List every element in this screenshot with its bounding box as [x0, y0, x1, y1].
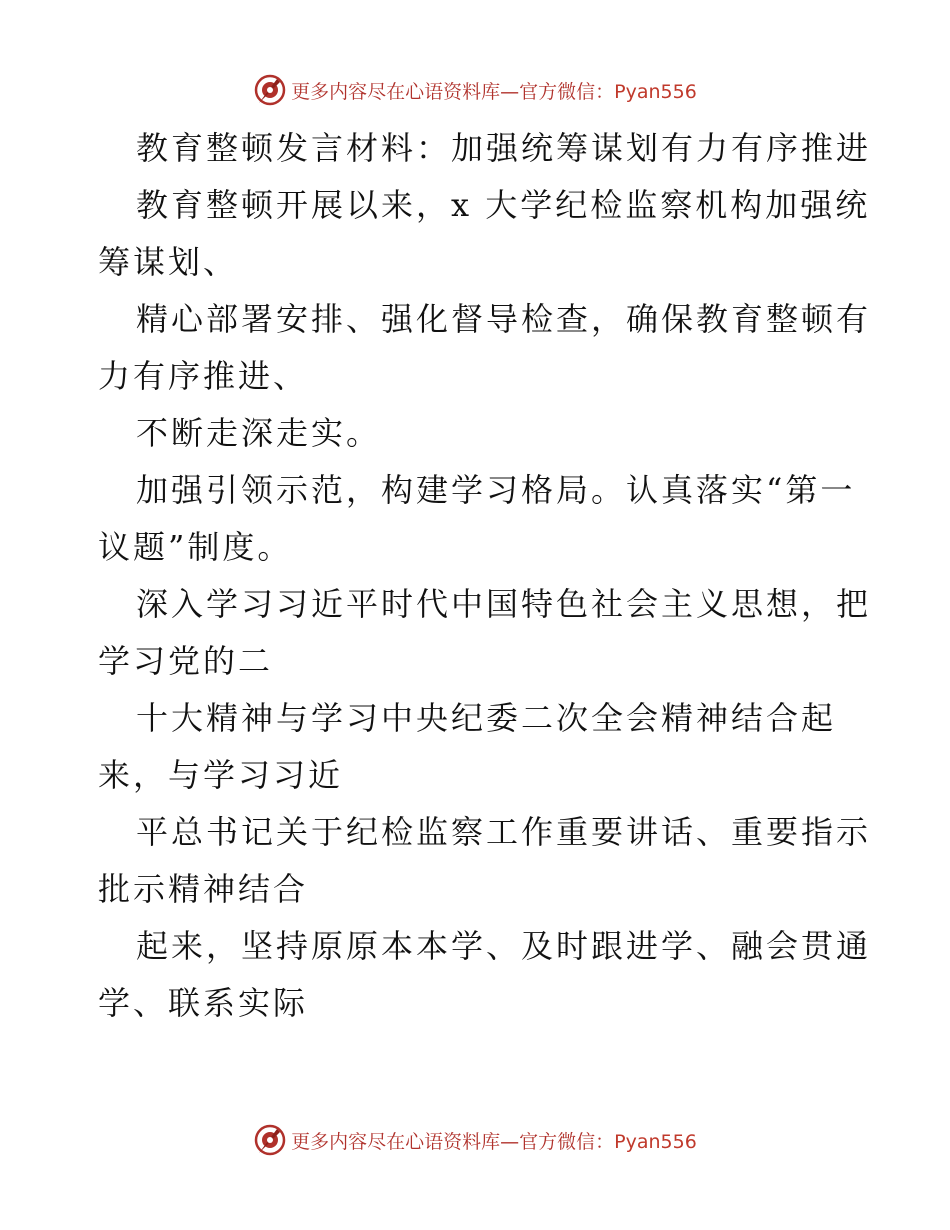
paragraph-line: 议题”制度。 — [98, 528, 293, 566]
document-body — [98, 120, 872, 1032]
paragraph-line: 筹谋划、 — [98, 243, 239, 281]
paragraph-line: 十大精神与学习中央纪委二次全会精神结合起 — [136, 699, 837, 737]
paragraph-line: 来，与学习习近 — [98, 756, 344, 794]
quill-logo-icon — [253, 1123, 287, 1157]
paragraph-line: 起来，坚持原原本本学、及时跟进学、融会贯通 — [136, 927, 872, 965]
paragraph-line: 教育整顿开展以来，x 大学纪检监察机构加强统 — [136, 186, 871, 224]
paragraph-line: 学习党的二 — [98, 642, 274, 680]
watermark-text: 更多内容尽在心语资料库—官方微信：Pyan556 — [291, 1130, 697, 1153]
paragraph-line: 深入学习习近平时代中国特色社会主义思想，把 — [136, 585, 872, 623]
paragraph-line: 精心部署安排、强化督导检查，确保教育整顿有 — [136, 300, 872, 338]
footer-watermark — [0, 1120, 950, 1160]
paragraph-line: 加强引领示范，构建学习格局。认真落实“第一 — [136, 471, 856, 509]
paragraph-line: 平总书记关于纪检监察工作重要讲话、重要指示 — [136, 813, 872, 851]
header-watermark — [0, 70, 950, 110]
paragraph-line: 批示精神结合 — [98, 870, 309, 908]
paragraph-line: 力有序推进、 — [98, 357, 309, 395]
document-title: 教育整顿发言材料：加强统筹谋划有力有序推进 — [136, 129, 872, 167]
paragraph-line: 不断走深走实。 — [136, 414, 382, 452]
quill-logo-icon — [253, 73, 287, 107]
watermark-text: 更多内容尽在心语资料库—官方微信：Pyan556 — [291, 80, 697, 103]
paragraph-line: 学、联系实际 — [98, 984, 309, 1022]
